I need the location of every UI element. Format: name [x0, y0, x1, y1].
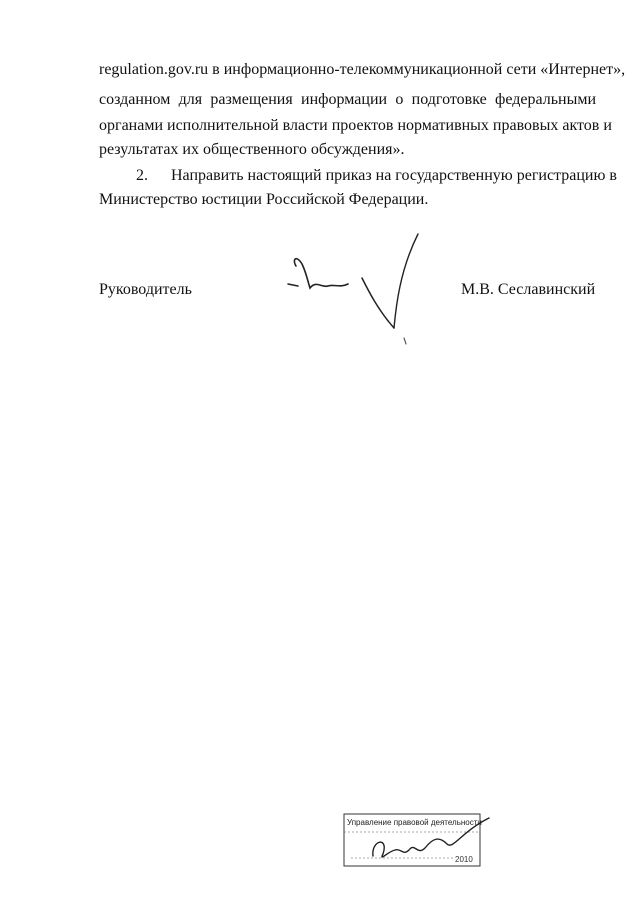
- list-item-2-line-1: Направить настоящий приказ на государственную регистрацию в: [171, 167, 617, 184]
- list-item-2-line-2: Министерство юстиции Российской Федерации.: [99, 191, 429, 208]
- handwritten-signature: [282, 226, 422, 346]
- paragraph-line-1: regulation.gov.ru в информационно-телекоммуникационной сети «Интернет»,: [99, 61, 626, 78]
- paragraph-line-2: созданном для размещения информации о подготовке федеральными: [99, 91, 596, 108]
- paragraph-line-4: результатах их общественного обсуждения».: [99, 141, 405, 158]
- signatory-name: М.В. Сеславинский: [461, 281, 596, 298]
- paragraph-line-3: органами исполнительной власти проектов нормативных правовых актов и: [99, 117, 612, 134]
- list-item-number: 2.: [136, 167, 148, 184]
- stamp-label: Управление правовой деятельности: [347, 818, 482, 827]
- stamp-number: 2010: [455, 855, 473, 864]
- signatory-role: Руководитель: [99, 281, 192, 298]
- approval-stamp: [343, 812, 493, 870]
